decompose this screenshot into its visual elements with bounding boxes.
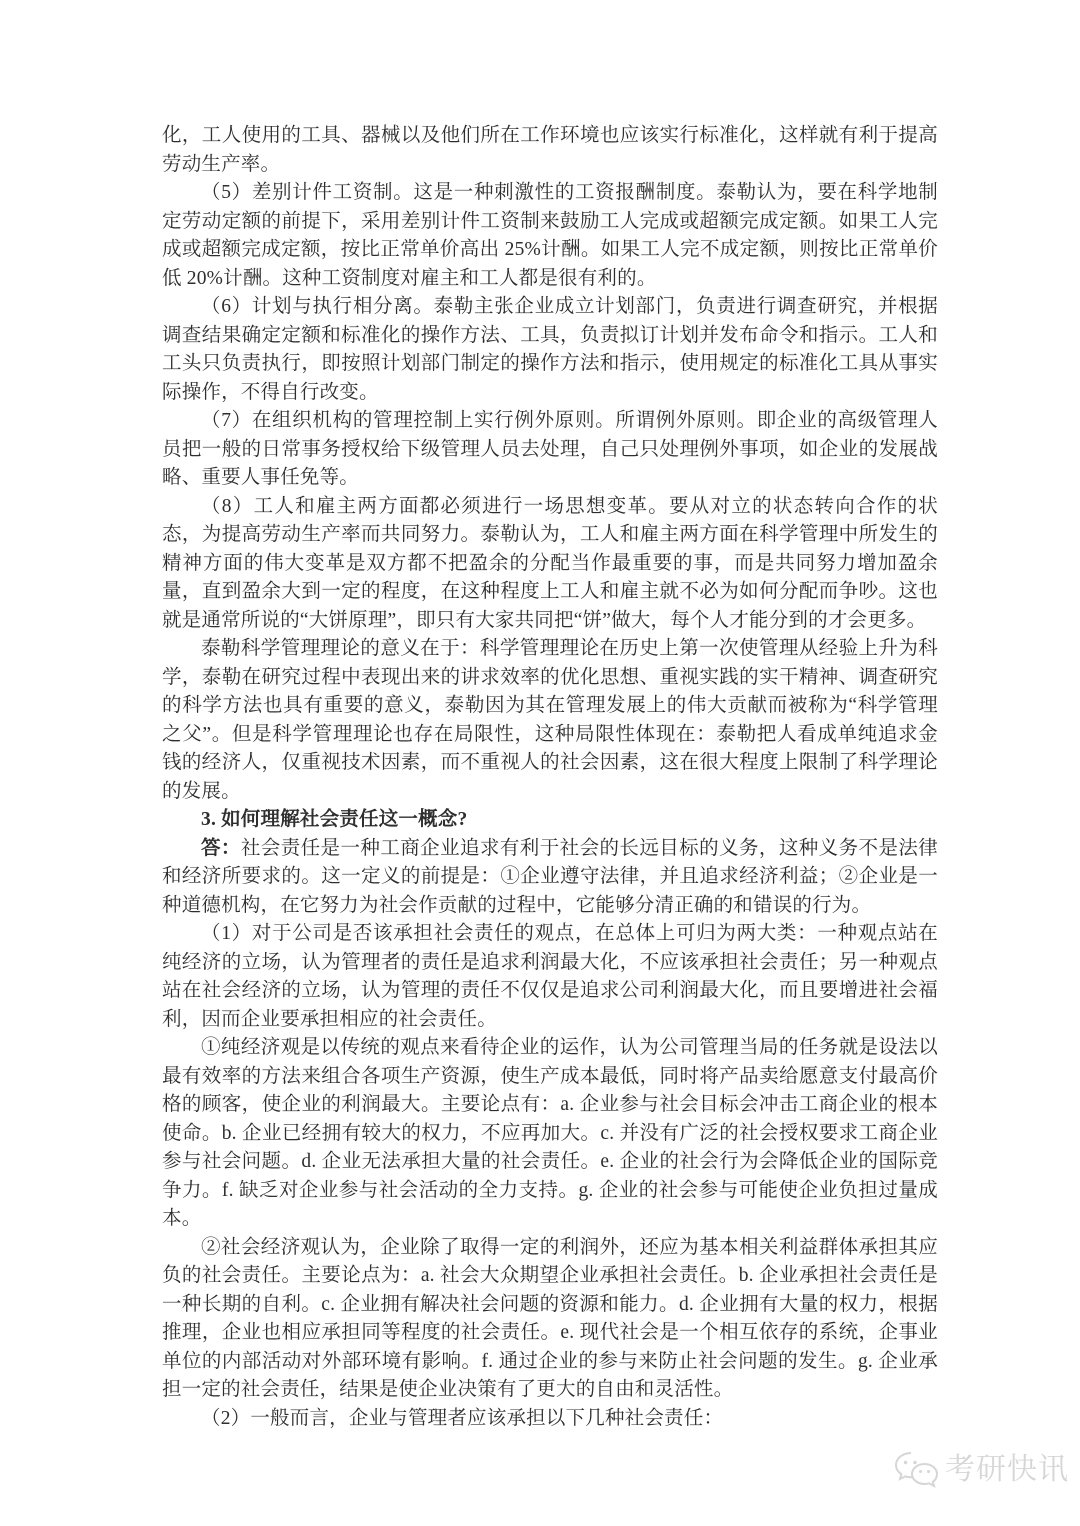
wechat-icon	[893, 1450, 939, 1490]
paragraph: （2）一般而言，企业与管理者应该承担以下几种社会责任：	[201, 1407, 724, 1429]
paragraph: （7）在组织机构的管理控制上实行例外原则。所谓例外原则。即企业的高级管理人员把一般的日常事务授权给下级管理人员去处理，自己只处理例外事项，如企业的发展战略、重要人事任免等。	[162, 410, 938, 488]
answer-prefix: 答：	[201, 837, 241, 859]
paragraph: 化，工人使用的工具、器械以及他们所在工作环境也应该实行标准化，这样就有利于提高劳动生产率。	[162, 125, 938, 175]
paragraph: （6）计划与执行相分离。泰勒主张企业成立计划部门，负责进行调查研究，并根据调查结果确定定额和标准化的操作方法、工具，负责拟订计划并发布命令和指示。工人和工头只负责执行，即按照计划部门制定的操作方法和指示，使用规定的标准化工具从事实际操作，不得自行改变。	[162, 296, 938, 403]
paragraph: ②社会经济观认为，企业除了取得一定的利润外，还应为基本相关利益群体承担其应负的社会责任。主要论点为：a. 社会大众期望企业承担社会责任。b. 企业承担社会责任是一种长期的自利。c. 企业拥有解决社会问题的资源和能力。d. 企业拥有大量的权力，根据推理，企业也相应承担同等程度的社会责任。e. 现代社会是一个相互依存的系统，企事业单位的内部活动对外部环境有影响。f. 通过企业的参与来防止社会问题的发生。g. 企业承担一定的社会责任，结果是使企业决策有了更大的自由和灵活性。	[162, 1236, 938, 1400]
paragraph: ①纯经济观是以传统的观点来看待企业的运作，认为公司管理当局的任务就是设法以最有效率的方法来组合各项生产资源，使生产成本最低，同时将产品卖给愿意支付最高价格的顾客，使企业的利润最大。主要论点有：a. 企业参与社会目标会冲击工商企业的根本使命。b. 企业已经拥有较大的权力，不应再加大。c. 并没有广泛的社会授权要求工商企业参与社会问题。d. 企业无法承担大量的社会责任。e. 企业的社会行为会降低企业的国际竞争力。f. 缺乏对企业参与社会活动的全力支持。g. 企业的社会参与可能使企业负担过量成本。	[162, 1037, 938, 1229]
paragraph: （5）差别计件工资制。这是一种刺激性的工资报酬制度。泰勒认为，要在科学地制定劳动定额的前提下，采用差别计件工资制来鼓励工人完成或超额完成定额。如果工人完成或超额完成定额，按比正常单价高出 25%计酬。如果工人完不成定额，则按比正常单价低 20%计酬。这种工资制度对雇主和工人都是很有利的。	[162, 182, 938, 289]
paragraph: （1）对于公司是否该承担社会责任的观点，在总体上可归为两大类：一种观点站在纯经济的立场，认为管理者的责任是追求利润最大化，不应该承担社会责任；另一种观点站在社会经济的立场，认为管理的责任不仅仅是追求公司利润最大化，而且要增进社会福利，因而企业要承担相应的社会责任。	[162, 923, 938, 1030]
paragraph: 答：社会责任是一种工商企业追求有利于社会的长远目标的义务，这种义务不是法律和经济所要求的。这一定义的前提是：①企业遵守法律，并且追求经济利益；②企业是一种道德机构，在它努力为社会作贡献的过程中，它能够分清正确的和错误的行为。	[162, 837, 938, 916]
watermark	[893, 1450, 1069, 1490]
document-body	[162, 122, 938, 1433]
watermark-label: 考研快讯	[945, 1453, 1069, 1486]
paragraph: （8）工人和雇主两方面都必须进行一场思想变革。要从对立的状态转向合作的状态，为提高劳动生产率而共同努力。泰勒认为，工人和雇主两方面在科学管理中所发生的精神方面的伟大变革是双方都不把盈余的分配当作最重要的事，而是共同努力增加盈余量，直到盈余大到一定的程度，在这种程度上工人和雇主就不必为如何分配而争吵。这也就是通常所说的“大饼原理”，即只有大家共同把“饼”做大，每个人才能分到的才会更多。	[162, 495, 938, 631]
paragraph: 泰勒科学管理理论的意义在于：科学管理理论在历史上第一次使管理从经验上升为科学，泰勒在研究过程中表现出来的讲求效率的优化思想、重视实践的实干精神、调查研究的科学方法也具有重要的意义，泰勒因为其在管理发展上的伟大贡献而被称为“科学管理之父”。但是科学管理理论也存在局限性，这种局限性体现在：泰勒把人看成单纯追求金钱的经济人，仅重视技术因素，而不重视人的社会因素，这在很大程度上限制了科学理论的发展。	[162, 638, 938, 802]
paragraph: 3. 如何理解社会责任这一概念?	[201, 809, 468, 830]
